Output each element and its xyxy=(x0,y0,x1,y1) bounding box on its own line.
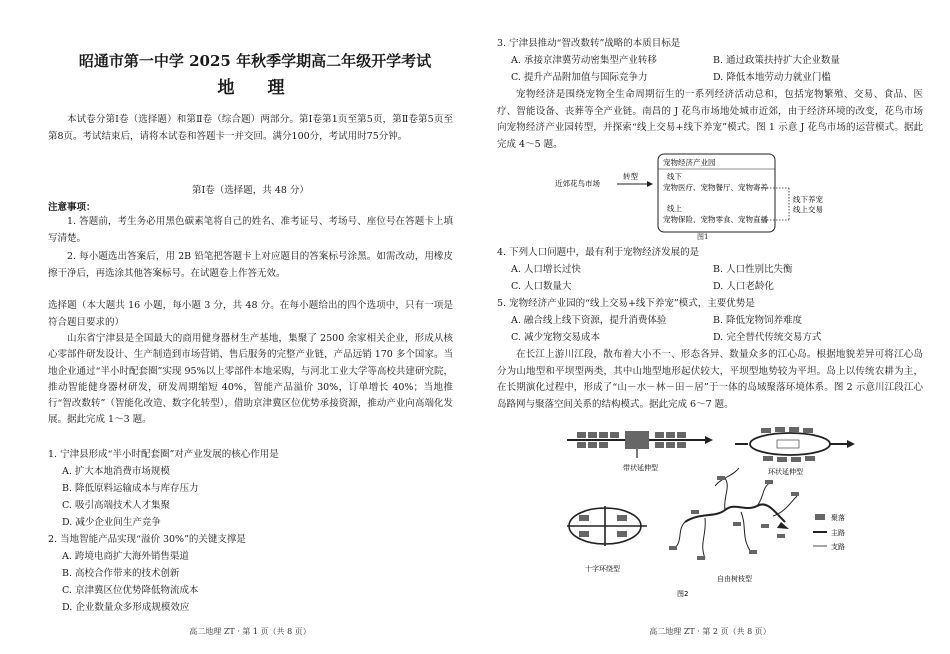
fig2-settlement xyxy=(610,432,619,438)
fig2-settlement xyxy=(691,510,699,514)
question-2: 2. 当地智能产品实现“溢价 30%”的关键支撑是 xyxy=(48,534,246,545)
fig2-settlement xyxy=(677,442,686,448)
page-footer: 高二地理 ZT · 第 2 页（共 8 页） xyxy=(649,627,771,636)
fig2-settlement xyxy=(777,440,799,448)
fig2-settlement xyxy=(617,515,627,521)
fig2-type3-label: 十字环绕型 xyxy=(585,565,620,573)
legend-branch-road-label: 支路 xyxy=(831,543,845,551)
fig1-park-label: 宠物经济产业园 xyxy=(663,158,716,167)
exam-intro: 本试卷分第Ⅰ卷（选择题）和第Ⅱ卷（综合题）两部分。第Ⅰ卷第1页至第5页，第Ⅱ卷第5页至第8页。考试结束后，请将本试卷和答题卡一并交回。满分100分，考试用时75分钟。 xyxy=(48,114,453,142)
question-1: 1. 宁津县形成“半小时配套圈”对产业发展的核心作用是 xyxy=(48,449,279,460)
fig2-settlement xyxy=(666,442,675,448)
fig2-settlement xyxy=(765,480,773,484)
page-footer: 高二地理 ZT · 第 1 页（共 8 页） xyxy=(189,627,311,636)
fig2-settlement xyxy=(749,550,757,554)
fig1-arrow-head xyxy=(647,181,653,187)
fig2-settlement xyxy=(791,492,799,496)
fig2-settlement xyxy=(617,531,627,537)
notice-1: 1. 答题前，考生务必用黑色碳素笔将自己的姓名、准考证号、考场号、座位号在答题卡上填写清楚。 xyxy=(48,216,453,244)
fig2-settlement xyxy=(791,457,801,462)
fig2-settlement xyxy=(655,432,664,438)
fig2-settlement xyxy=(599,442,608,448)
material-3: 在长江上游川江段，散布着大小不一、形态各异、数量众多的江心岛。根据地貌差异可将江心岛分为山地型和平坝型两类，其中山地型地形起伏较大，平坝型地势较为平坦。岛上以传统农耕为主，在长期演化过程中，形成了“山－水－林－田－居”于一体的岛域聚落环境体系。图 2 示意川江段江心岛路网与聚落空间关系的结构模式。据此完成 6～7 题。 xyxy=(497,349,923,410)
fig2-tree-branch-road xyxy=(757,482,771,506)
legend-settlement-swatch xyxy=(815,514,825,520)
fig2-settlement xyxy=(655,442,664,448)
exam-subject: 地 理 xyxy=(217,78,293,98)
fig2-settlement xyxy=(717,476,725,480)
q2-option-a: A. 跨境电商扩大海外销售渠道 xyxy=(62,551,189,562)
fig2-type1-label: 带状延伸型 xyxy=(623,464,658,472)
question-5: 5. 宠物经济产业园的“线上交易+线下养宠”模式，主要优势是 xyxy=(497,298,755,309)
fig2-settlement xyxy=(599,432,608,438)
fig2-settlement xyxy=(588,442,597,448)
fig2-band-arrow xyxy=(705,436,713,444)
legend-settlement-label: 聚落 xyxy=(831,514,845,522)
fig2-legend xyxy=(813,513,845,551)
fig2-settlement xyxy=(577,432,586,438)
fig1-mode-line-1: 线下养宠 xyxy=(793,195,823,204)
fig2-settlement xyxy=(777,534,785,538)
fig2-settlement xyxy=(666,432,675,438)
q5-option-d: D. 完全替代传统交易方式 xyxy=(713,332,822,343)
q2-option-c: C. 京津冀区位优势降低物流成本 xyxy=(62,585,199,596)
fig2-settlement xyxy=(579,515,589,521)
q5-option-c: C. 减少宠物交易成本 xyxy=(511,332,600,343)
fig2-settlement xyxy=(588,432,597,438)
q1-option-b: B. 降低原料运输成本与库存压力 xyxy=(62,483,199,494)
fig1-offline-items: 宠物医疗、宠物餐厅、宠物寄养 xyxy=(663,183,768,192)
notice-2: 2. 每小题选出答案后，用 2B 铅笔把答题卡上对应题目的答案标号涂黑。如需改动，用橡皮擦干净后，再选涂其他答案标号。在试题卷上作答无效。 xyxy=(48,251,453,279)
fig2-settlement xyxy=(803,428,813,433)
q5-option-a: A. 融合线上线下资源，提升消费体验 xyxy=(511,315,667,326)
fig2-settlement xyxy=(761,428,771,433)
fig2-tree-branch-road xyxy=(725,478,728,510)
figure-2-caption: 图2 xyxy=(677,590,689,598)
q2-option-d: D. 企业数量众多形成规模效应 xyxy=(62,602,190,613)
fig2-settlement xyxy=(777,457,787,462)
q4-option-b: B. 人口性别比失衡 xyxy=(713,264,793,275)
fig2-tree-arrow xyxy=(777,522,789,529)
fig2-ring-arrow xyxy=(847,440,855,448)
material-1: 山东省宁津县是全国最大的商用健身器材生产基地，集聚了 2500 余家相关企业，形成从核心零部件研发设计、生产制造到市场营销、售后服务的完整产业链，产品远销 170 多个国家。当地企业通过“半小时配套圈”实现 95%以上零部件本地采购，与河北工业大学等高校共建研究院，推动智能健身器材研发，研发周期缩短 40%，智能产品溢价 30%，订单增长 40%；当地推行“智改数转”（智能化改造、数字化转型），借助京津冀区位优势承接资源，推动产业向高端化发展。据此完成 1～3 题。 xyxy=(48,333,453,426)
page-2 xyxy=(475,0,950,654)
q1-option-d: D. 减少企业间生产竞争 xyxy=(62,517,161,528)
fig2-settlement xyxy=(625,431,649,449)
fig2-settlement xyxy=(579,531,589,537)
fig2-settlement xyxy=(677,432,686,438)
q3-option-c: C. 提升产品附加值与国际竞争力 xyxy=(511,72,648,83)
fig2-cross-type xyxy=(567,506,647,546)
q1-option-c: C. 吸引高端技术人才集聚 xyxy=(62,500,170,511)
fig2-tree-branch-road xyxy=(675,522,685,548)
fig2-settlement xyxy=(577,442,586,448)
figure-1-diagram xyxy=(555,150,845,242)
fig1-online-items: 宠物保险、宠物零食、宠物直播 xyxy=(663,215,768,224)
choice-intro: 选择题（本大题共 16 小题，每小题 3 分，共 48 分。在每小题给出的四个选项中，只有一项是符合题目要求的） xyxy=(48,300,453,328)
q4-option-a: A. 人口增长过快 xyxy=(511,264,581,275)
fig1-transform-label: 转型 xyxy=(623,172,638,181)
notice-heading: 注意事项： xyxy=(48,202,96,213)
q3-option-b: B. 通过政策扶持扩大企业数量 xyxy=(713,55,841,66)
fig2-tree-branch-road xyxy=(703,518,706,558)
fig2-settlement xyxy=(761,524,769,528)
q5-option-b: B. 降低宠物饲养难度 xyxy=(713,315,803,326)
fig1-online-label: 线上 xyxy=(667,204,682,213)
fig2-settlement xyxy=(669,546,677,550)
question-3: 3. 宁津县推动“智改数转”战略的本质目标是 xyxy=(497,38,681,49)
fig2-band-type xyxy=(567,431,713,458)
fig2-type4-label: 自由树枝型 xyxy=(717,575,752,583)
figure-2-diagram xyxy=(565,426,865,606)
question-4: 4. 下列人口问题中，最有利于宠物经济发展的是 xyxy=(497,247,700,258)
fig2-type2-label: 环状延伸型 xyxy=(768,468,803,476)
fig2-settlement xyxy=(763,456,773,461)
fig1-market-label: 近郊花鸟市场 xyxy=(555,179,600,188)
fig1-mode-line-2: 线上交易 xyxy=(793,205,823,214)
fig2-tree-type xyxy=(669,468,799,560)
q4-option-d: D. 人口老龄化 xyxy=(713,281,774,292)
q3-option-a: A. 承接京津冀劳动密集型产业转移 xyxy=(511,55,657,66)
fig2-settlement xyxy=(775,427,785,432)
fig2-settlement xyxy=(733,522,741,526)
figure-1-caption: 图1 xyxy=(697,233,709,241)
exam-title: 昭通市第一中学 2025 年秋季学期高二年级开学考试 xyxy=(78,52,432,70)
fig2-settlement xyxy=(805,456,815,461)
fig2-tree-main-road xyxy=(685,504,785,522)
fig2-settlement xyxy=(697,556,705,560)
q1-option-a: A. 扩大本地消费市场规模 xyxy=(62,466,170,477)
q2-option-b: B. 高校合作带来的技术创新 xyxy=(62,568,180,579)
q3-option-d: D. 降低本地劳动力就业门槛 xyxy=(713,72,831,83)
part1-heading: 第Ⅰ卷（选择题，共 48 分） xyxy=(192,185,309,196)
fig2-settlement xyxy=(789,427,799,432)
fig2-ring-type xyxy=(735,427,855,462)
fig2-tree-branch-road xyxy=(741,512,751,552)
material-2: 宠物经济是围绕宠物全生命周期衍生的一系列经济活动总和，包括宠物繁殖、交易、食品、医疗、智能设备、丧葬等全产业链。南昌的 J 花鸟市场地处城市近郊，由于经济环境的改变，花鸟市场向宠物经济产业园转型，并探索“线上交易+线下养宠”模式。图 1 示意 J 花鸟市场的运营模式。据此完成 4～5 题。 xyxy=(497,89,923,150)
legend-main-road-label: 主路 xyxy=(831,529,845,537)
q4-option-c: C. 人口数量大 xyxy=(511,281,572,292)
fig1-offline-label: 线下 xyxy=(667,172,682,181)
